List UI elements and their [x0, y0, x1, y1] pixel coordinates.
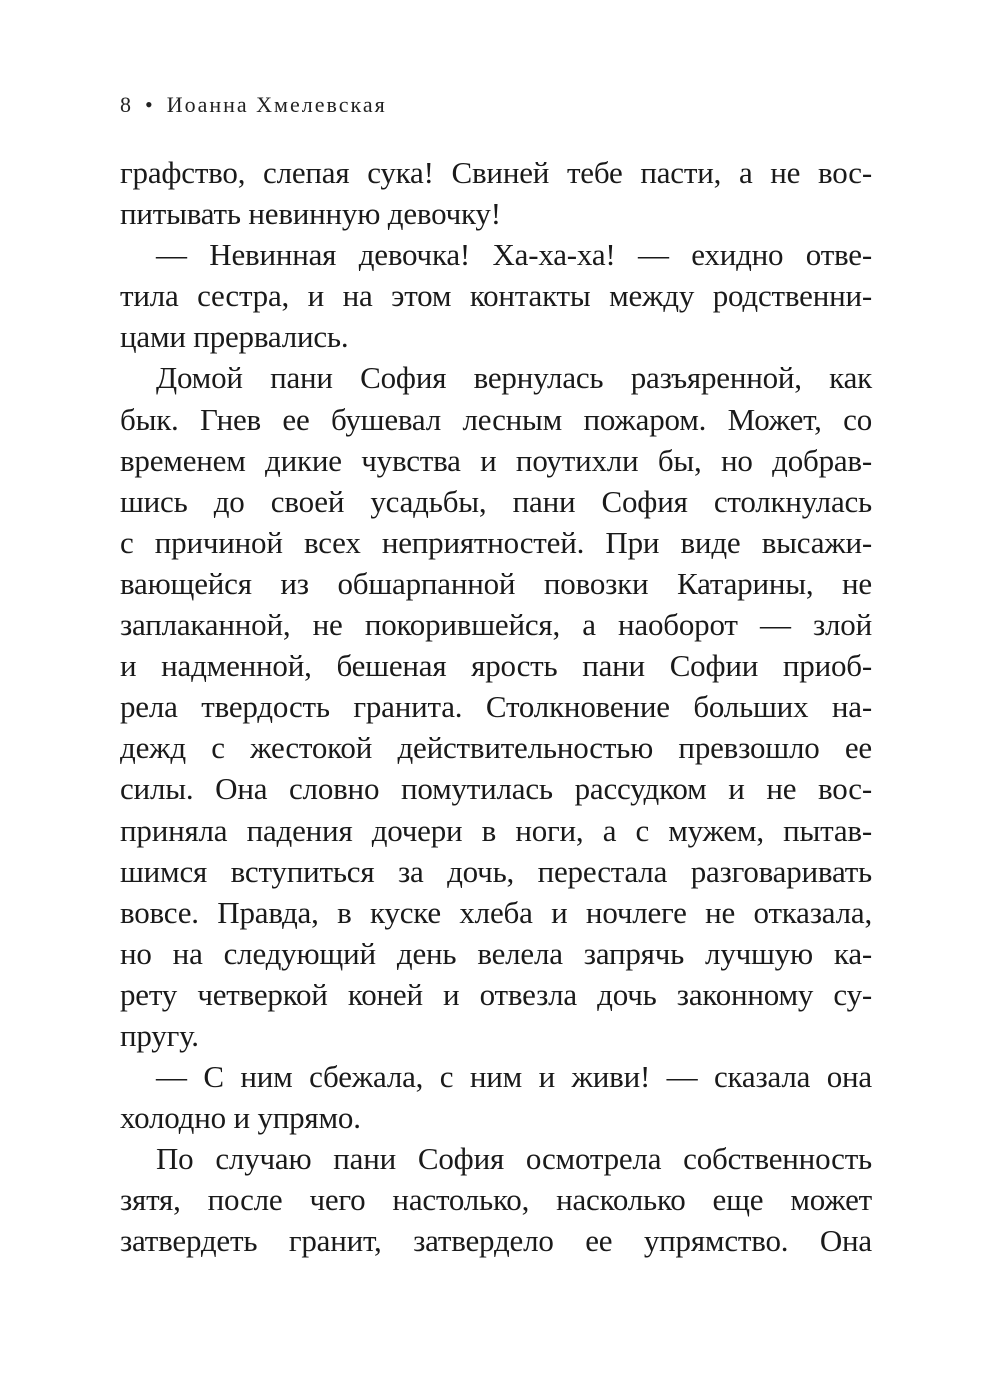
text-line: графство, слепая сука! Свиней тебе пасти, а не вос-: [120, 155, 872, 190]
text-line: пругу.: [120, 1017, 199, 1053]
text-line: приняла падения дочери в ноги, а с мужем, пытав-: [120, 812, 872, 848]
text-line: зятя, после чего настолько, насколько еще может: [120, 1182, 872, 1218]
header-separator: •: [145, 92, 155, 117]
text-line: временем дикие чувства и поутихли бы, но добрав-: [120, 442, 872, 478]
text-line: бык. Гнев ее бушевал лесным пожаром. Может, со: [120, 401, 872, 437]
text-line: но на следующий день велела запрячь лучшую ка-: [120, 935, 872, 971]
text-line: шимся вступиться за дочь, перестала разговаривать: [120, 853, 872, 889]
text-line: рету четверкой коней и отвезла дочь законному су-: [120, 976, 872, 1012]
text-line: с причиной всех неприятностей. При виде высажи-: [120, 524, 872, 560]
page-number: 8: [120, 92, 133, 117]
text-line: дежд с жестокой действительностью превзошло ее: [120, 730, 872, 766]
text-line: тила сестра, и на этом контакты между родственни-: [120, 278, 872, 314]
text-line: По случаю пани София осмотрела собственность: [156, 1141, 872, 1177]
text-line: — С ним сбежала, с ним и живи! — сказала она: [156, 1059, 872, 1095]
text-line: вающейся из обшарпанной повозки Катарины, не: [120, 565, 872, 601]
text-line: затвердеть гранит, затвердело ее упрямство. Она: [120, 1223, 872, 1259]
text-line: питывать невинную девочку!: [120, 196, 501, 232]
author-name: Иоанна Хмелевская: [166, 92, 387, 117]
text-line: рела твердость гранита. Столкновение больших на-: [120, 689, 872, 725]
text-line: заплаканной, не покорившейся, а наоборот — злой: [120, 607, 872, 643]
text-line: Домой пани София вернулась разъяренной, как: [156, 360, 872, 396]
text-line: холодно и упрямо.: [120, 1100, 361, 1136]
text-line: и надменной, бешеная ярость пани Софии приоб-: [120, 648, 872, 684]
text-line: — Невинная девочка! Ха-ха-ха! — ехидно отве-: [156, 237, 872, 273]
text-line: силы. Она словно помутилась рассудком и не вос-: [120, 771, 872, 807]
text-line: цами прервались.: [120, 319, 349, 355]
running-header: [120, 92, 387, 118]
body-text: [120, 152, 872, 1262]
text-line: вовсе. Правда, в куске хлеба и ночлеге не отказала,: [120, 894, 872, 930]
text-line: шись до своей усадьбы, пани София столкнулась: [120, 483, 872, 519]
